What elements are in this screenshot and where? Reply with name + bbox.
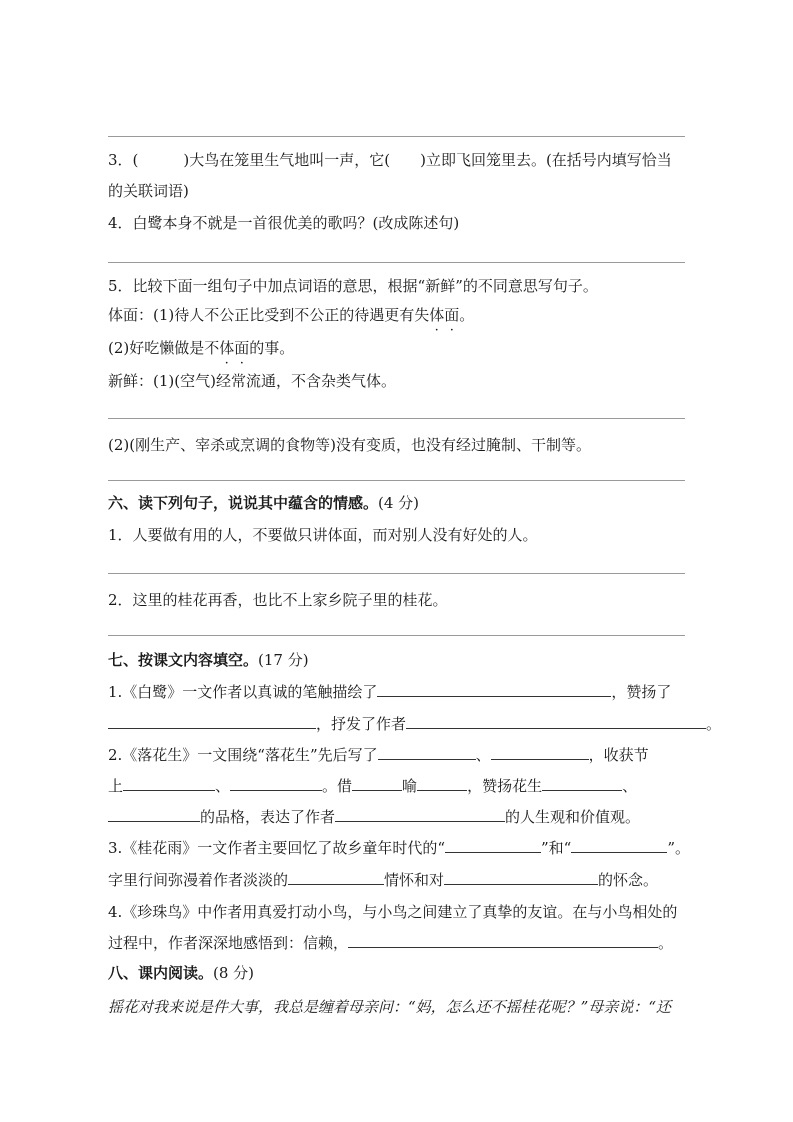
fill-text: ，赞扬花生 — [467, 777, 543, 795]
fill-text: 、 — [215, 777, 231, 795]
fill-blank[interactable] — [378, 745, 476, 760]
fill-text: ”。 — [667, 839, 690, 857]
section-title: 六、读下列句子，说说其中蕴含的情感。 — [108, 494, 379, 512]
fill-text: 上 — [108, 777, 124, 795]
fill-blank[interactable] — [406, 714, 706, 729]
section-score: (17 分) — [258, 651, 309, 669]
reading-passage: 摇花对我来说是件大事，我总是缠着母亲问：“妈，怎么还不摇桂花呢？”母亲说：“还 — [108, 998, 672, 1016]
fill-blank[interactable] — [571, 838, 667, 853]
fill-blank[interactable] — [491, 745, 589, 760]
fill-text: 的品格，表达了作者 — [200, 808, 336, 826]
sentence-text: (2)好吃懒做是不 — [108, 339, 220, 357]
fill-3-line-1 — [108, 838, 690, 858]
answer-line — [108, 418, 685, 419]
question-5-xinxian-1: 新鲜：(1)(空气)经常流通，不含杂类气体。 — [108, 372, 396, 390]
fill-text: 喻 — [402, 777, 418, 795]
fill-text: 。借 — [322, 777, 353, 795]
question-5-xinxian-2: (2)(刚生产、宰杀或烹调的食物等)没有变质，也没有经过腌制、干制等。 — [108, 436, 591, 454]
question-5-timian-2 — [108, 338, 294, 358]
fill-blank[interactable] — [108, 807, 200, 822]
answer-line — [108, 635, 685, 636]
dotted-char: 体 — [429, 306, 445, 324]
answer-line — [108, 480, 685, 481]
fill-blank[interactable] — [352, 776, 402, 791]
fill-3-line-2 — [108, 870, 658, 890]
fill-blank[interactable] — [445, 838, 541, 853]
fill-blank[interactable] — [230, 776, 322, 791]
fill-text: 2.《落花生》一文围绕“落花生”先后写了 — [108, 746, 378, 764]
section-7-heading — [108, 650, 309, 670]
fill-blank[interactable] — [108, 714, 316, 729]
question-4: 4．白鹭本身不就是一首很优美的歌吗？(改成陈述句) — [108, 214, 460, 232]
fill-text: 过程中，作者深深地感悟到：信赖， — [108, 934, 349, 952]
fill-text: 字里行间弥漫着作者淡淡的 — [108, 871, 289, 889]
fill-blank[interactable] — [444, 870, 598, 885]
sentence-text: 。 — [459, 306, 475, 324]
question-3-line-2: 的关联词语) — [108, 182, 189, 200]
fill-text: 的怀念。 — [598, 871, 659, 889]
section-title: 七、按课文内容填空。 — [108, 651, 259, 669]
fill-text: 、 — [622, 777, 638, 795]
fill-text: ，抒发了作者 — [316, 715, 407, 733]
fill-text: 。 — [658, 934, 674, 952]
section-score: (8 分) — [213, 964, 255, 982]
answer-line — [108, 262, 685, 263]
section-6-item-2: 2．这里的桂花再香，也比不上家乡院子里的桂花。 — [108, 591, 448, 609]
fill-blank[interactable] — [542, 776, 622, 791]
question-3-line-1: 3．( )大鸟在笼里生气地叫一声，它( )立即飞回笼里去。(在括号内填写恰当 — [108, 151, 672, 169]
fill-4-line-1: 4.《珍珠鸟》中作者用真爱打动小鸟，与小鸟之间建立了真挚的友谊。在与小鸟相处的 — [108, 903, 678, 921]
sentence-text: 的事。 — [249, 339, 295, 357]
section-title: 八、课内阅读。 — [108, 964, 214, 982]
fill-text: 情怀和对 — [384, 871, 445, 889]
fill-text: 的人生观和价值观。 — [505, 808, 641, 826]
fill-text: 1.《白鹭》一文作者以真诚的笔触描绘了 — [108, 683, 378, 701]
fill-blank[interactable] — [335, 807, 505, 822]
fill-blank[interactable] — [348, 933, 658, 948]
fill-1-line-1 — [108, 682, 671, 702]
fill-4-line-2 — [108, 933, 673, 953]
dotted-char: 体 — [219, 339, 235, 357]
fill-blank[interactable] — [288, 870, 384, 885]
fill-blank[interactable] — [377, 682, 611, 697]
question-5-timian-1 — [108, 305, 474, 325]
dotted-char: 面 — [444, 306, 460, 324]
section-8-heading — [108, 963, 254, 983]
sentence-text: 体面：(1)待人不公正比受到不公正的待遇更有失 — [108, 306, 430, 324]
fill-1-line-2 — [108, 714, 721, 734]
section-score: (4 分) — [378, 494, 420, 512]
fill-text: 、 — [475, 746, 491, 764]
section-6-item-1: 1．人要做有用的人，不要做只讲体面，而对别人没有好处的人。 — [108, 526, 538, 544]
fill-2-line-3 — [108, 807, 640, 827]
fill-text: 。 — [706, 715, 722, 733]
fill-text: ，收获节 — [588, 746, 649, 764]
section-6-heading — [108, 493, 419, 513]
answer-line — [108, 573, 685, 574]
fill-blank[interactable] — [417, 776, 467, 791]
fill-text: ，赞扬了 — [611, 683, 672, 701]
answer-line — [108, 136, 685, 137]
fill-text: ”和“ — [540, 839, 572, 857]
dotted-char: 面 — [234, 339, 250, 357]
fill-blank[interactable] — [123, 776, 215, 791]
fill-text: 3.《桂花雨》一文作者主要回忆了故乡童年时代的“ — [108, 839, 445, 857]
fill-2-line-2 — [108, 776, 637, 796]
question-5-intro: 5．比较下面一组句子中加点词语的意思，根据“新鲜”的不同意思写句子。 — [108, 277, 598, 295]
fill-2-line-1 — [108, 745, 649, 765]
